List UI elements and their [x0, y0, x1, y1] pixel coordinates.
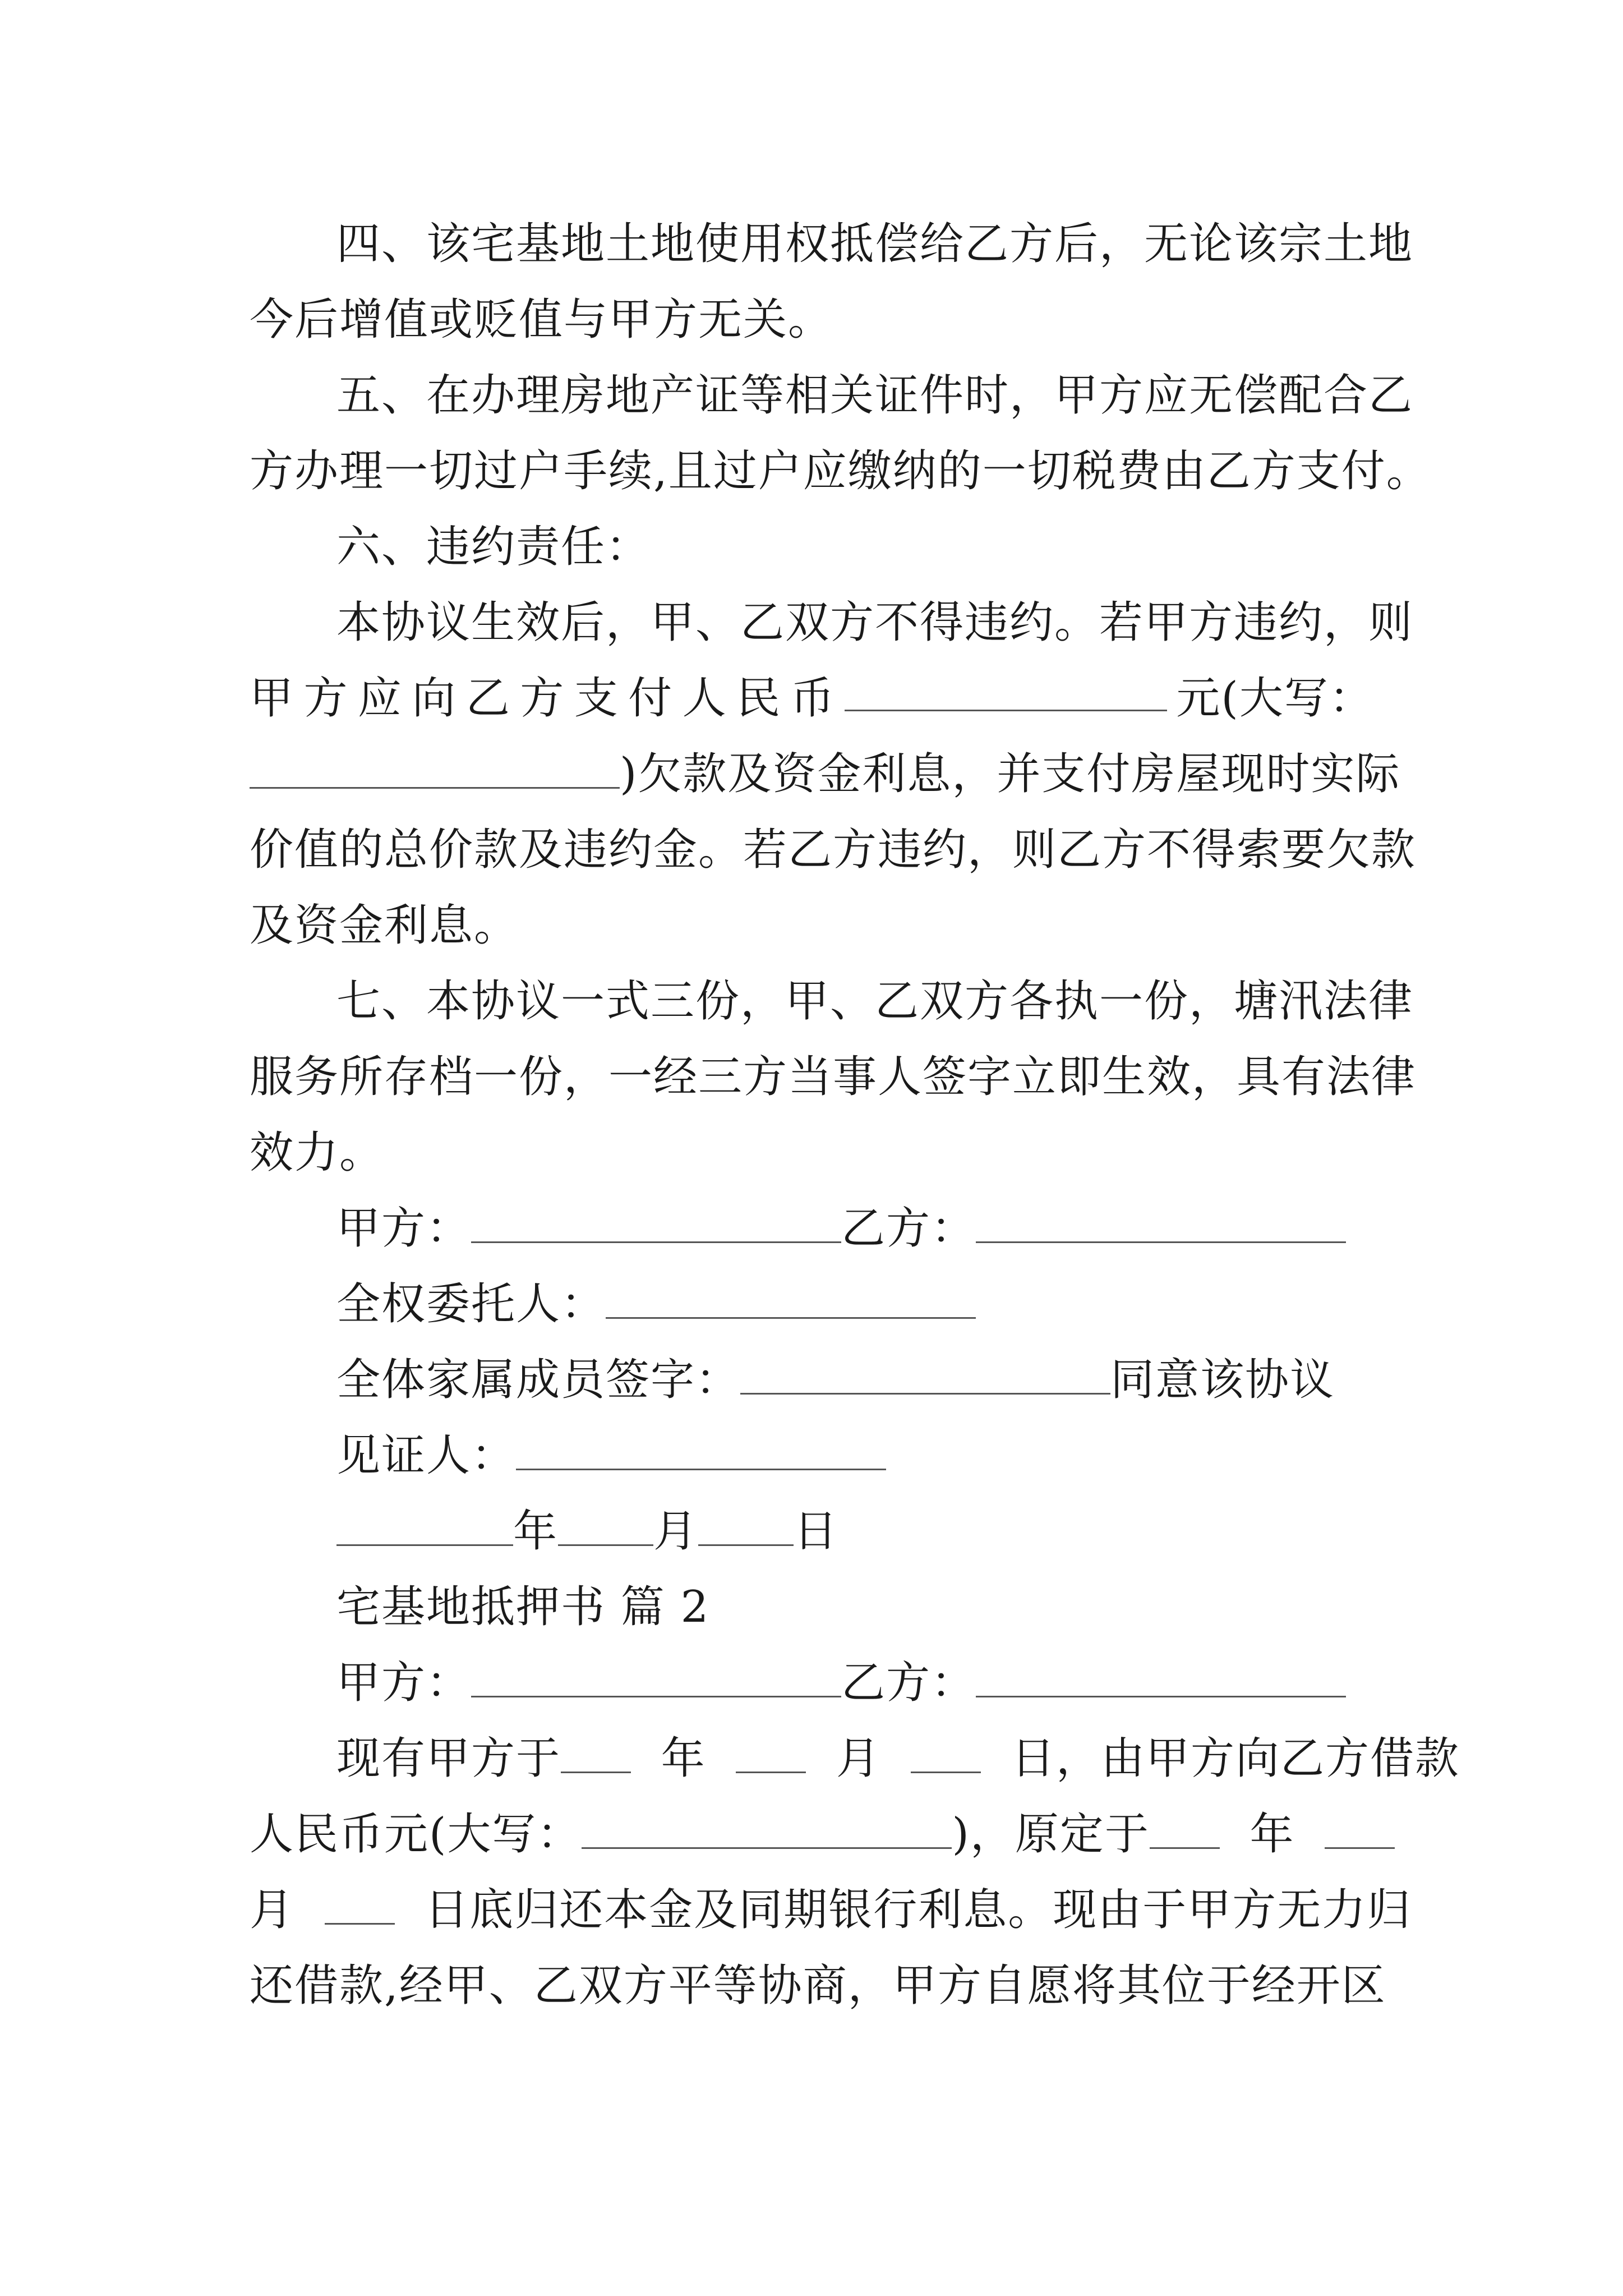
part2-party-b-label: 乙方： — [841, 1658, 976, 1708]
year-label: 年 — [513, 1506, 559, 1557]
witness-label: 见证人： — [336, 1430, 517, 1481]
proxy-label: 全权委托人： — [336, 1279, 606, 1329]
borrow-year-blank[interactable] — [561, 1732, 631, 1773]
signature-parties-row — [0, 1200, 1623, 1257]
part2-p3-rest: 日底归还本金及同期银行利息。现由于甲方无力归 — [425, 1885, 1412, 1935]
char: 币 — [790, 673, 836, 724]
date-row — [0, 1503, 1623, 1559]
witness-blank[interactable] — [516, 1429, 886, 1470]
char: 付 — [628, 673, 674, 724]
part2-title: 宅基地抵押书 篇 2 — [336, 1582, 710, 1632]
part2-p2-start: 人民币元(大写： — [250, 1809, 582, 1860]
section6-heading: 六、违约责任： — [336, 522, 651, 572]
section6-line2-justified — [0, 670, 1374, 726]
section6-line2 — [0, 670, 1623, 726]
char: 方 — [520, 673, 565, 724]
party-a-blank[interactable] — [471, 1202, 841, 1243]
party-b-blank[interactable] — [976, 1202, 1346, 1243]
month-blank[interactable] — [558, 1505, 653, 1546]
section6-line1: 本协议生效后，甲、乙双方不得违约。若甲方违约，则 — [336, 597, 1414, 648]
section7-line2: 服务所存档一份，一经三方当事人签字立即生效，具有法律 — [250, 1052, 1417, 1102]
part2-line4: 还借款,经甲、乙双方平等协商，甲方自愿将其位于经开区 — [250, 1961, 1386, 2011]
char: 应 — [357, 673, 403, 724]
due-day-blank[interactable] — [325, 1884, 395, 1925]
section6-line4: 价值的总价款及违约金。若乙方违约，则乙方不得索要欠款 — [250, 825, 1417, 875]
char: 支 — [574, 673, 619, 724]
proxy-blank[interactable] — [606, 1278, 976, 1319]
family-row — [0, 1352, 1623, 1408]
section7-line3: 效力。 — [250, 1128, 385, 1178]
part2-party-a-blank[interactable] — [471, 1657, 841, 1697]
section7-line1: 七、本协议一式三份，甲、乙双方各执一份，塘汛法律 — [336, 976, 1414, 1027]
amount-words-blank[interactable] — [250, 748, 620, 789]
part2-party-a-label: 甲方： — [336, 1658, 472, 1708]
family-blank[interactable] — [740, 1354, 1110, 1395]
section6-line3 — [0, 746, 1623, 802]
section4-line1: 四、该宅基地土地使用权抵偿给乙方后，无论该宗土地 — [336, 219, 1414, 269]
part2-p2-mid: )，原定于 — [952, 1809, 1150, 1860]
char: 民 — [736, 673, 782, 724]
part2-p3-month: 月 — [250, 1885, 295, 1935]
char: 向 — [412, 673, 457, 724]
day-label: 日 — [794, 1506, 839, 1557]
proxy-row — [0, 1276, 1623, 1332]
amount-blank[interactable] — [845, 670, 1167, 711]
char: 甲 — [250, 673, 295, 724]
year-blank[interactable] — [336, 1505, 513, 1546]
part2-year-label: 年 — [661, 1733, 706, 1784]
part2-line1 — [0, 1731, 1623, 1787]
part2-p1-start: 现有甲方于 — [336, 1733, 561, 1784]
borrow-month-blank[interactable] — [736, 1732, 806, 1773]
char: 方 — [303, 673, 349, 724]
section6-line3-text: )欠款及资金利息，并支付房屋现时实际 — [620, 749, 1401, 799]
char: 人 — [682, 673, 727, 724]
family-agree-text: 同意该协议 — [1110, 1355, 1335, 1405]
witness-row — [0, 1428, 1623, 1484]
section4-line2: 今后增值或贬值与甲方无关。 — [250, 295, 833, 345]
part2-p1-rest: 日，由甲方向乙方借款 — [1011, 1733, 1460, 1784]
due-month-blank[interactable] — [1325, 1808, 1395, 1849]
part2-month-label: 月 — [836, 1733, 881, 1784]
char: 乙 — [465, 673, 511, 724]
due-year-blank[interactable] — [1150, 1808, 1220, 1849]
borrow-day-blank[interactable] — [911, 1732, 981, 1773]
section5-line1: 五、在办理房地产证等相关证件时，甲方应无偿配合乙 — [336, 370, 1414, 421]
part2-parties-row — [0, 1655, 1623, 1711]
family-label: 全体家属成员签字： — [336, 1355, 741, 1405]
part2-line3 — [0, 1882, 1623, 1938]
part2-line2 — [0, 1806, 1623, 1862]
party-b-label: 乙方： — [841, 1203, 976, 1254]
section6-line5: 及资金利息。 — [250, 900, 519, 951]
party-a-label: 甲方： — [336, 1203, 472, 1254]
yuan-label: 元(大写： — [1176, 673, 1374, 724]
day-blank[interactable] — [698, 1505, 794, 1546]
part2-amount-words-blank[interactable] — [582, 1808, 952, 1849]
part2-party-b-blank[interactable] — [976, 1657, 1346, 1697]
section5-line2: 方办理一切过户手续,且过户应缴纳的一切税费由乙方支付。 — [250, 446, 1431, 496]
part2-year-label-2: 年 — [1249, 1809, 1295, 1860]
month-label: 月 — [653, 1506, 699, 1557]
